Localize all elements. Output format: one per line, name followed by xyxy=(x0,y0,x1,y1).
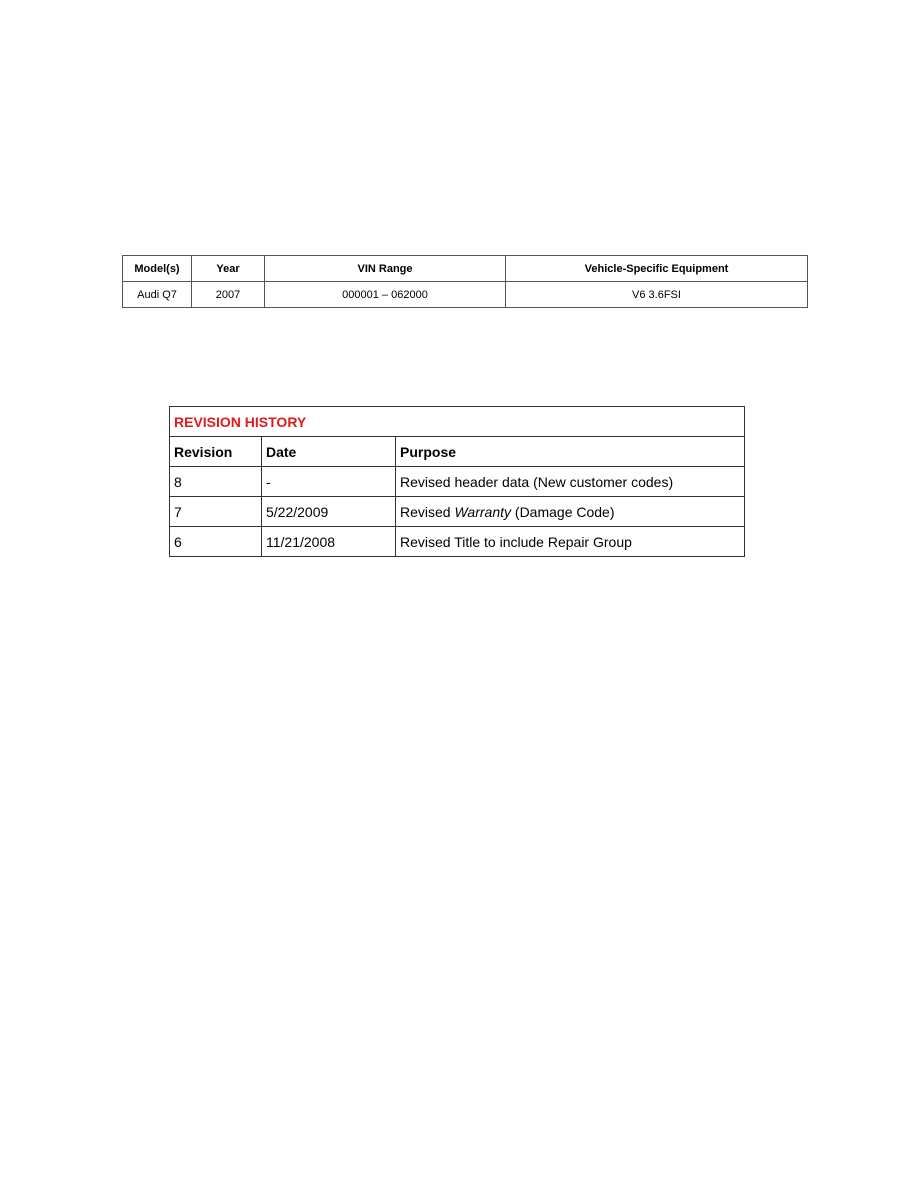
revision-column-header: Revision xyxy=(170,437,262,467)
revision-number-cell: 8 xyxy=(170,467,262,497)
revision-number-cell: 6 xyxy=(170,527,262,557)
revision-number-cell: 7 xyxy=(170,497,262,527)
table-row xyxy=(170,527,745,557)
revision-title-row xyxy=(170,407,745,437)
vehicle-applicability-table xyxy=(122,255,808,308)
table-row xyxy=(170,467,745,497)
equipment-cell: V6 3.6FSI xyxy=(506,282,808,308)
equipment-column-header: Vehicle-Specific Equipment xyxy=(506,256,808,282)
revision-history-table xyxy=(169,406,745,557)
revision-date-cell: 5/22/2009 xyxy=(262,497,396,527)
vin-range-cell: 000001 – 062000 xyxy=(265,282,506,308)
purpose-text: Revised xyxy=(400,503,455,520)
model-cell: Audi Q7 xyxy=(123,282,192,308)
purpose-column-header: Purpose xyxy=(396,437,745,467)
models-column-header: Model(s) xyxy=(123,256,192,282)
revision-header-row xyxy=(170,437,745,467)
revision-purpose-cell xyxy=(396,467,745,497)
revision-date-cell: - xyxy=(262,467,396,497)
year-column-header: Year xyxy=(192,256,265,282)
purpose-text-after: (Damage Code) xyxy=(511,503,615,520)
table-row xyxy=(123,282,808,308)
date-column-header: Date xyxy=(262,437,396,467)
revision-purpose-cell xyxy=(396,527,745,557)
purpose-text: Revised header data (New customer codes) xyxy=(400,473,674,490)
vin-range-column-header: VIN Range xyxy=(265,256,506,282)
purpose-italic-text: Warranty xyxy=(454,503,512,520)
revision-date-cell: 11/21/2008 xyxy=(262,527,396,557)
purpose-text: Revised Title to include Repair Group xyxy=(400,533,632,550)
year-cell: 2007 xyxy=(192,282,265,308)
vehicle-table-header-row xyxy=(123,256,808,282)
table-row xyxy=(170,497,745,527)
revision-purpose-cell xyxy=(396,497,745,527)
revision-history-title: REVISION HISTORY xyxy=(170,407,745,437)
